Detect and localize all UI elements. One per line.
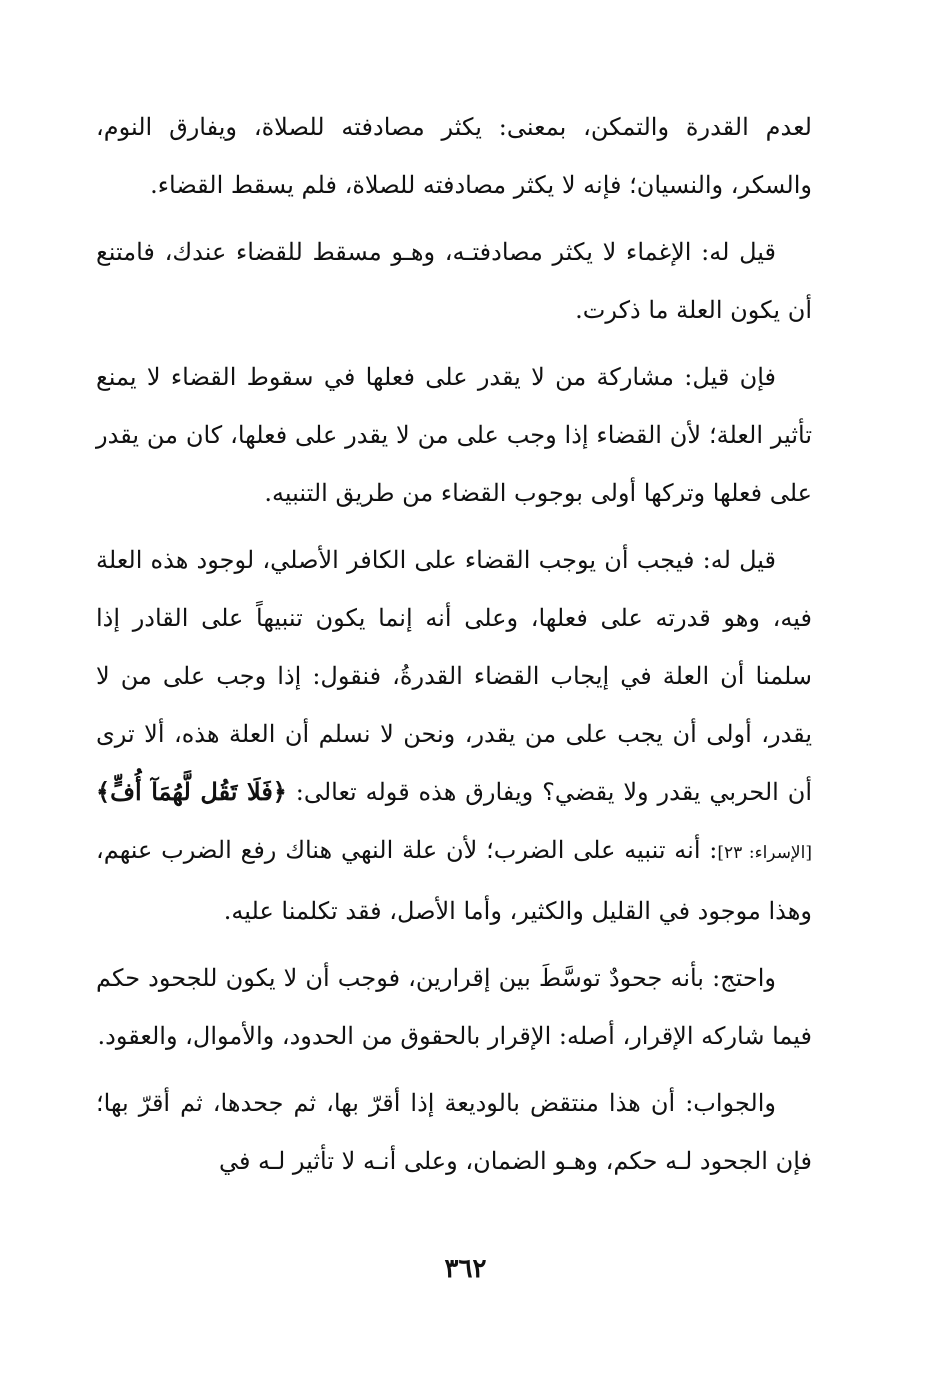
- page-body: [96, 98, 812, 1199]
- paragraph-5: واحتج: بأنه جحودٌ توسَّطَ بين إقرارين، فوجب أن لا يكون للجحود حكم فيما شاركه الإقرار، أصله: الإقرار بالحقوق من الحدود، والأموال، والعقود.: [96, 964, 812, 1050]
- paragraph-4: [96, 531, 812, 940]
- paragraph-4-text-after: : أنه تنبيه على الضرب؛ لأن علة النهي هناك رفع الضرب عنهم، وهذا موجود في القليل والكثير، وأما الأصل، فقد تكلمنا عليه.: [96, 836, 812, 925]
- quran-verse: ﴿فَلَا تَقُل لَّهُمَآ أُفٍّ﴾: [96, 777, 287, 806]
- verse-citation: [الإسراء: ٢٣]: [717, 843, 812, 863]
- paragraph-4-text-before: قيل له: فيجب أن يوجب القضاء على الكافر الأصلي، لوجود هذه العلة فيه، وهو قدرته على فعلها، وعلى أنه إنما يكون تنبيهاً على القادر إذا سلمنا أن العلة في إيجاب القضاء القدرةُ، فنقول: إذا وجب على من لا يقدر، أولى أن يجب على من يقدر، ونحن لا نسلم أن العلة هذه، ألا ترى أن الحربي يقدر ولا يقضي؟ ويفارق هذه قوله تعالى:: [96, 546, 813, 806]
- paragraph-3: فإن قيل: مشاركة من لا يقدر على فعلها في سقوط القضاء لا يمنع تأثير العلة؛ لأن القضاء إذا وجب على من لا يقدر على فعلها، كان من يقدر على فعلها وتركها أولى بوجوب القضاء من طريق التنبيه.: [96, 363, 812, 507]
- paragraph-6: والجواب: أن هذا منتقض بالوديعة إذا أقرّ بها، ثم جحدها، ثم أقرّ بها؛ فإن الجحود لـه حكم، وهـو الضمان، وعلى أنـه لا تأثير لـه في: [96, 1089, 812, 1175]
- paragraph-2: قيل له: الإغماء لا يكثر مصادفتـه، وهـو مسقط للقضاء عندك، فامتنع أن يكون العلة ما ذكرت.: [96, 238, 812, 324]
- page-number: ٣٦٢: [444, 1254, 487, 1284]
- paragraph-1: لعدم القدرة والتمكن، بمعنى: يكثر مصادفته للصلاة، ويفارق النوم، والسكر، والنسيان؛ فإنه لا يكثر مصادفته للصلاة، فلم يسقط القضاء.: [96, 113, 812, 199]
